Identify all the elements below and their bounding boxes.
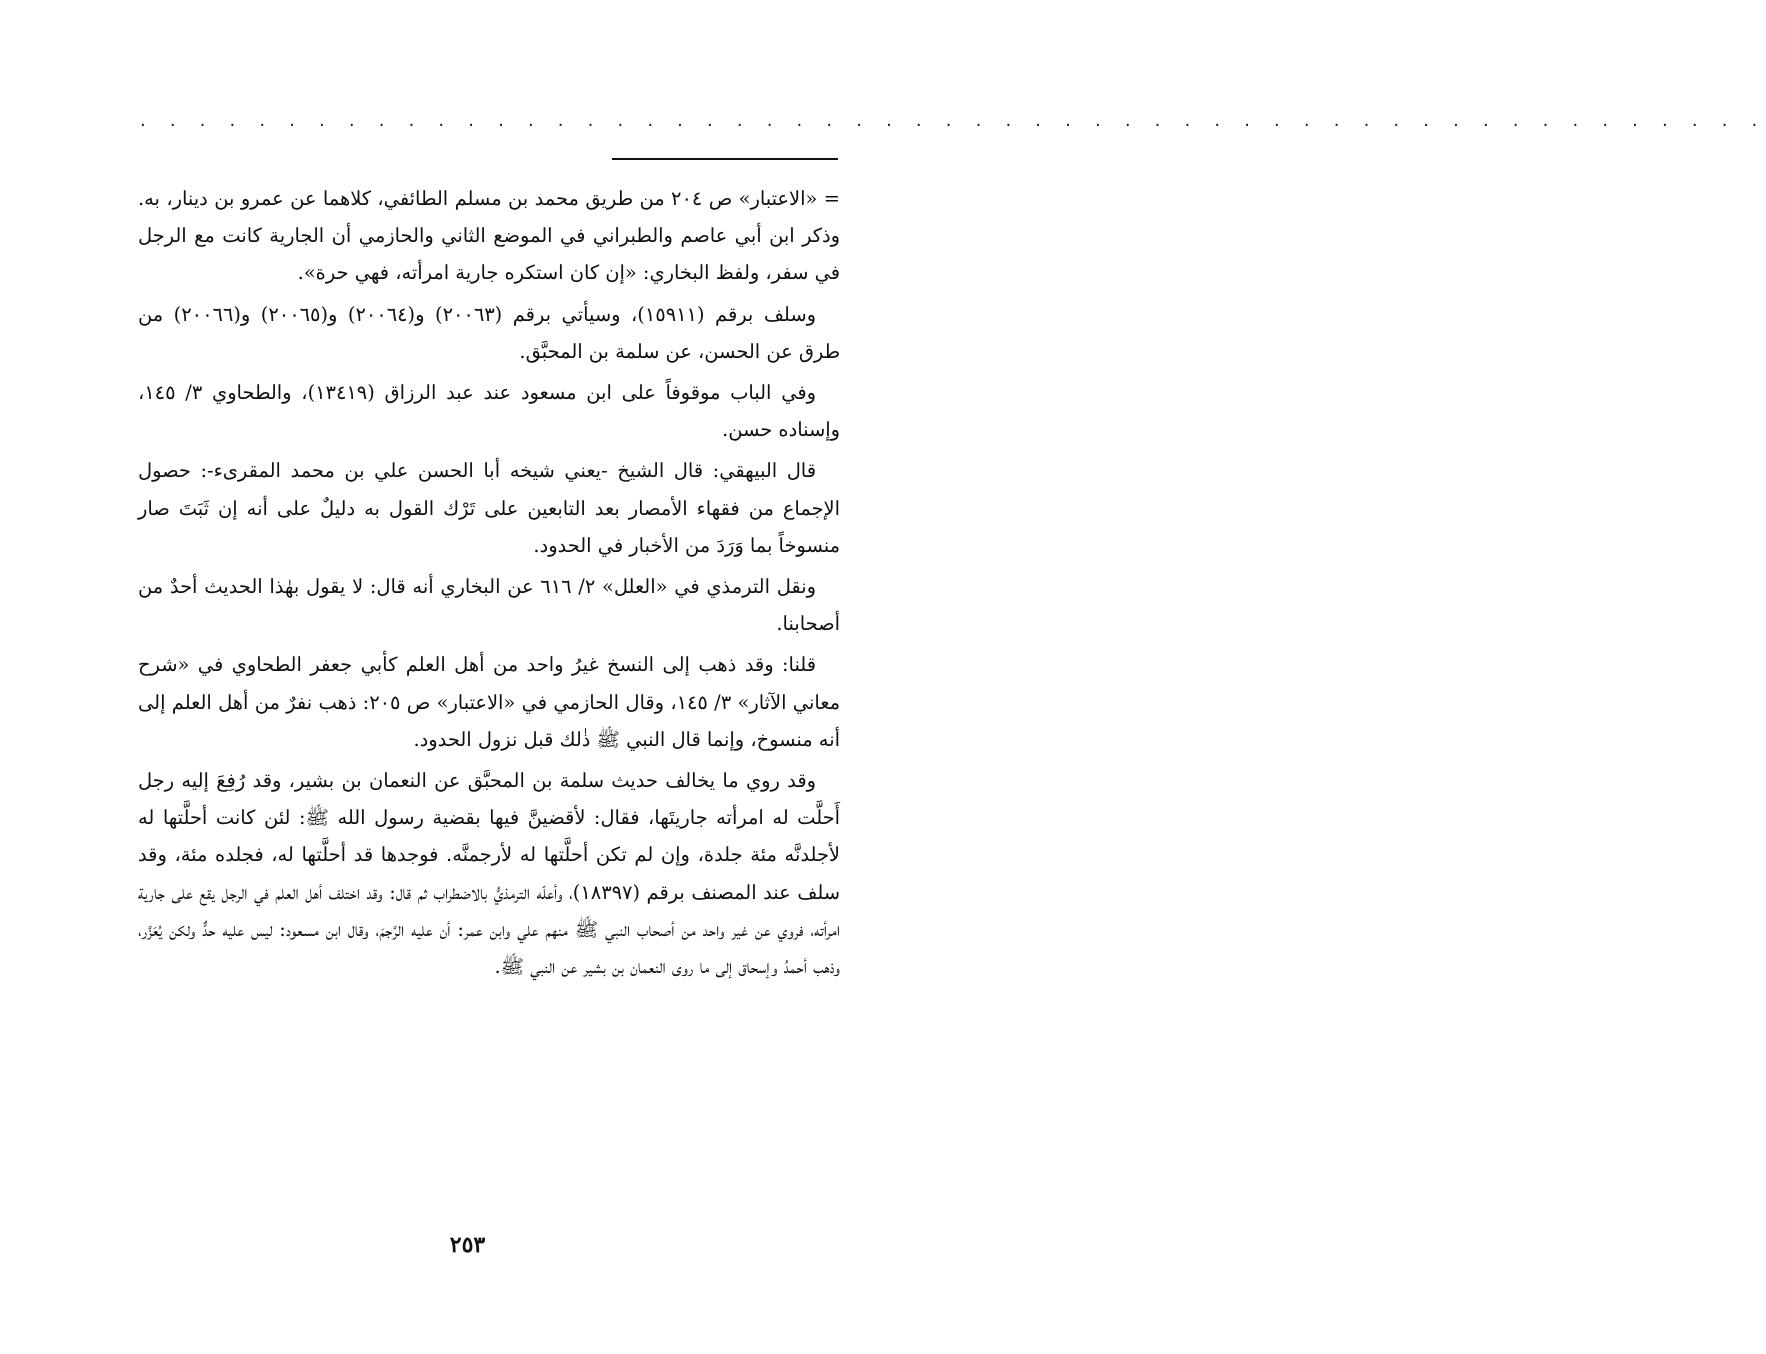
paragraph-abrogation: قلنا: وقد ذهب إلى النسخ غيرُ واحد من أهل العلم كأبي جعفر الطحاوي في «شرح معاني الآثار» ٣/ ١٤٥، وقال الحازمي في «الاعتبار» ص ٢٠٥: ذهب نفرٌ من أهل العلم إلى أنه منسوخ، وإنما قال النبي ﷺ ذٰلك قبل نزول الحدود.: [138, 653, 840, 751]
paragraph-bayhaqi: قال البيهقي: قال الشيخ -يعني شيخه أبا الحسن علي بن محمد المقرىء-: حصول الإجماع من فقهاء الأمصار بعد التابعين على تَرْك القول به دليلٌ على أنه إن ثَبَتَ صار منسوخاً بما وَرَدَ من الأخبار في الحدود.: [138, 459, 840, 557]
paragraph-chapter-mawquf: وفي الباب موقوفاً على ابن مسعود عند عبد الرزاق (١٣٤١٩)، والطحاوي ٣/ ١٤٥، وإسناده حسن.: [138, 381, 840, 442]
page-number: ٢٥٣: [449, 1232, 486, 1258]
separator-dots: . . . . . . . . . . . . . . . . . . . . . . . . . . . . . . . . . . . . . . . . . . . . . . . . . . . . . . .: [140, 110, 1766, 131]
footnote-rule: [612, 158, 838, 160]
paragraph-continuation: = «الاعتبار» ص ٢٠٤ من طريق محمد بن مسلم الطائفي، كلاهما عن عمرو بن دينار، به. وذكر ابن أبي عاصم والطبراني في الموضع الثاني والحازمي أن الجارية كانت مع الرجل في سفر، ولفظ البخاري: «إن كان استكره جارية امرأته، فهي حرة».: [138, 187, 840, 285]
paragraph-cross-references: وسلف برقم (١٥٩١١)، وسيأتي برقم (٢٠٠٦٣) و(٢٠٠٦٤) و(٢٠٠٦٥) و(٢٠٠٦٦) من طرق عن الحسن، عن سلمة بن المحبَّق.: [138, 302, 840, 363]
paragraph-numan-bashir: وقد روي ما يخالف حديث سلمة بن المحبَّق عن النعمان بن بشير، وقد رُفِعَ إليه رجل أَحلَّت له امرأته جاريتَها، فقال: لأقضينَّ فيها بقضية رسول الله ﷺ: لئن كانت أحلَّتها له لأجلدنَّه مئة جلدة، وإن لم تكن أحلَّتها له لأرجمنَّه. فوجدها قد أحلَّتها له، فجلده مئة، وقد سلف عند المصنف برقم (١٨٣٩٧)، وأعلّه الترمذيُّ بالاضطراب ثم قال: وقد اختلف أهل العلم في الرجل يقع على جارية امرأته، فروي عن غير واحد من أصحاب النبي ﷺ منهم علي وابن عمر: أن عليه الرَّجمَ، وقال ابن مسعود: ليس عليه حدٌّ ولكن يُعَزَّر، وذهب أحمدُ وإسحاق إلى ما روى النعمان بن بشير عن النبي ﷺ.: [138, 769, 841, 979]
footnote-text: [138, 180, 840, 989]
paragraph-tirmidhi-ilal: ونقل الترمذي في «العلل» ٢/ ٦١٦ عن البخاري أنه قال: لا يقول بهٰذا الحديث أحدٌ من أصحابنا.: [138, 575, 840, 636]
